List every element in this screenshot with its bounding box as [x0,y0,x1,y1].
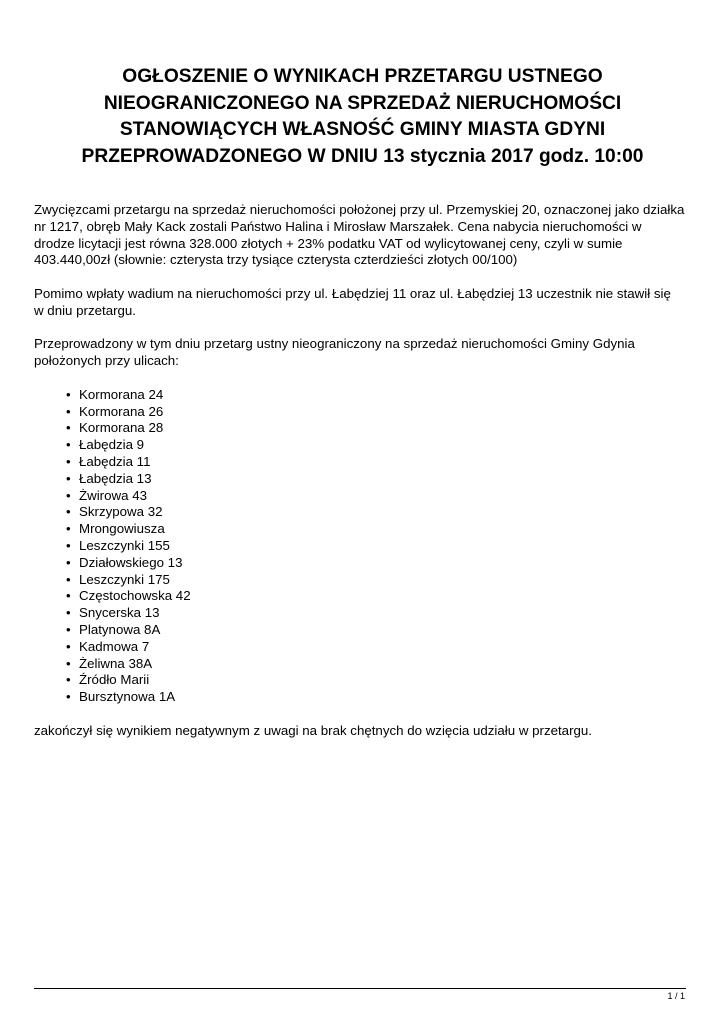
paragraph-line: 403.440,00zł (słownie: czterysta trzy tysiące czterysta czterdzieści złotych 00/100) [34,252,518,268]
street-list-item [66,386,694,404]
street-name: Leszczynki 175 [79,571,170,587]
bullet-icon: • [66,672,71,688]
street-list-item [66,403,694,421]
street-name: Kormorana 26 [79,403,164,419]
street-list-item [66,689,694,706]
street-list-item [66,420,694,437]
bullet-icon: • [66,621,71,637]
bullet-icon: • [66,453,71,469]
winners-paragraph [34,202,694,269]
auction-intro-paragraph [34,336,694,370]
paragraph-line: w dniu przetargu. [34,302,136,318]
street-name: Źródło Marii [79,672,150,688]
street-name: Łabędzia 11 [79,453,151,469]
bullet-icon: • [66,689,71,705]
title-line: STANOWIĄCYCH WŁASNOŚĆ GMINY MIASTA GDYNI [119,119,606,140]
paragraph-line: nr 1217, obręb Mały Kack zostali Państwo Halina i Mirosław Marszałek. Cena nabycia nieruchomości w [34,218,642,234]
street-name: Snycerska 13 [79,605,160,621]
paragraph-line: Zwycięzcami przetargu na sprzedaż nieruchomości położonej przy ul. Przemyskiej 20, oznaczonej jako działka [34,202,685,217]
street-list-item [66,470,694,488]
street-name: Łabędzia 9 [79,437,145,453]
street-name: Skrzypowa 32 [79,504,163,520]
document-body [34,202,694,756]
street-name: Żwirowa 43 [79,487,147,503]
street-name: Żeliwna 38A [79,655,153,671]
paragraph-line: położonych przy ulicach: [34,353,179,369]
street-name: Łabędzia 13 [79,470,152,486]
footer-divider [34,988,686,989]
closing-paragraph: zakończył się wynikiem negatywnym z uwagi na brak chętnych do wzięcia udziału w przetargu. [34,722,592,738]
paragraph-line: Pomimo wpłaty wadium na nieruchomości przy ul. Łabędziej 11 oraz ul. Łabędziej 13 uczestnik nie stawił się [34,285,671,301]
bullet-icon: • [66,386,71,402]
street-name: Mrongowiusza [79,521,165,537]
document-title [30,64,695,170]
street-list-item [66,453,694,471]
title-line: OGŁOSZENIE O WYNIKACH PRZETARGU USTNEGO [122,66,603,87]
title-line: NIEOGRANICZONEGO NA SPRZEDAŻ NIERUCHOMOŚCI [103,92,622,114]
street-list-item [66,588,694,605]
page-number: 1 / 1 [667,991,685,1001]
street-name: Platynowa 8A [79,621,161,637]
street-list-item [66,504,694,521]
bullet-icon: • [66,655,71,671]
paragraph-line: drodze licytacji jest równa 328.000 złotych + 23% podatku VAT od wylicytowanej ceny, czyli w sumie [34,235,623,251]
bullet-icon: • [66,588,71,604]
street-name: Bursztynowa 1A [79,689,176,705]
street-list-item [66,437,694,454]
bullet-icon: • [66,537,71,553]
bullet-icon: • [66,437,71,453]
bullet-icon: • [66,605,71,621]
street-list-item [66,655,694,673]
street-name: Leszczynki 155 [79,537,170,553]
bullet-icon: • [66,504,71,520]
bullet-icon: • [66,521,71,537]
street-name: Częstochowska 42 [79,588,191,604]
street-name: Kormorana 28 [79,420,164,436]
bullet-icon: • [66,403,71,419]
street-list-item [66,571,694,589]
title-line: PRZEPROWADZONEGO W DNIU 13 stycznia 2017 godz. 10:00 [81,145,644,167]
street-name: Kormorana 24 [79,386,164,402]
street-list-item [66,554,694,572]
no-show-paragraph [34,286,694,320]
street-list-item [66,487,694,505]
bullet-icon: • [66,571,71,587]
bullet-icon: • [66,487,71,503]
street-list-item [66,605,694,622]
street-list-item [66,638,694,656]
street-name: Kadmowa 7 [79,638,150,654]
street-list-item [66,521,694,538]
street-list-item [66,537,694,555]
bullet-icon: • [66,554,71,570]
street-list-item [66,672,694,689]
street-list-item [66,621,694,639]
paragraph-line: Przeprowadzony w tym dniu przetarg ustny nieograniczony na sprzedaż nieruchomości Gminy Gdynia [34,336,635,352]
street-list [34,387,694,706]
bullet-icon: • [66,638,71,654]
street-name: Działowskiego 13 [79,554,183,570]
bullet-icon: • [66,470,71,486]
bullet-icon: • [66,420,71,436]
